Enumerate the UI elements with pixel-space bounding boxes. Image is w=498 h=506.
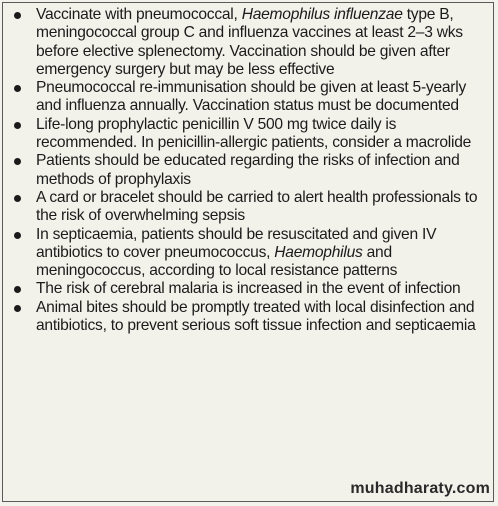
watermark-text: muhadharaty.com [350,480,490,497]
italic-term: Haemophilus [274,243,363,261]
guidelines-box [2,2,494,502]
bullet-item [3,299,493,336]
italic-term: Haemophilus influenzae [241,6,403,23]
bullet-text: Life-long prophylactic penicillin V 500 mg twice daily is recommended. In penicillin-allergic patients, consider a macrolide [36,115,472,152]
bullet-text: In septicaemia, patients should be resuscitated and given IV antibiotics to cover pneumococcus, [36,225,437,261]
bullet-list [3,3,493,335]
bullet-item [3,226,493,281]
bullet-dot-icon [14,305,21,312]
bullet-text: Vaccinate with pneumococcal, [36,6,242,23]
bullet-dot-icon [14,286,21,293]
bullet-text: and meningococcus, according to local resistance patterns [36,243,398,280]
bullet-item [3,280,493,298]
bullet-dot-icon [14,12,21,19]
bullet-text: Patients should be educated regarding the risks of infection and methods of prophylaxis [36,152,460,188]
bullet-item [3,79,493,116]
bullet-item [3,152,493,189]
bullet-item [3,116,493,153]
bullet-text: Pneumococcal re-immunisation should be given at least 5-yearly and influenza annually. Vaccination status must be documented [36,79,467,115]
bullet-dot-icon [14,232,21,239]
bullet-dot-icon [14,158,21,165]
bullet-dot-icon [14,85,21,92]
bullet-text: Animal bites should be promptly treated with local disinfection and antibiotics, to prevent serious soft tissue infection and septicaemia [36,298,476,335]
bullet-dot-icon [14,195,21,202]
bullet-text: type B, meningococcal group C and influenza vaccines at least 2–3 wks before elective splenectomy. Vaccination should be given after emergency surgery but may be less effective [36,6,463,78]
bullet-item [3,189,493,226]
bullet-item [3,6,493,79]
bullet-text: The risk of cerebral malaria is increased in the event of infection [36,280,461,298]
bullet-text: A card or bracelet should be carried to alert health professionals to the risk of overwhelming sepsis [36,188,478,225]
bullet-dot-icon [14,122,21,129]
